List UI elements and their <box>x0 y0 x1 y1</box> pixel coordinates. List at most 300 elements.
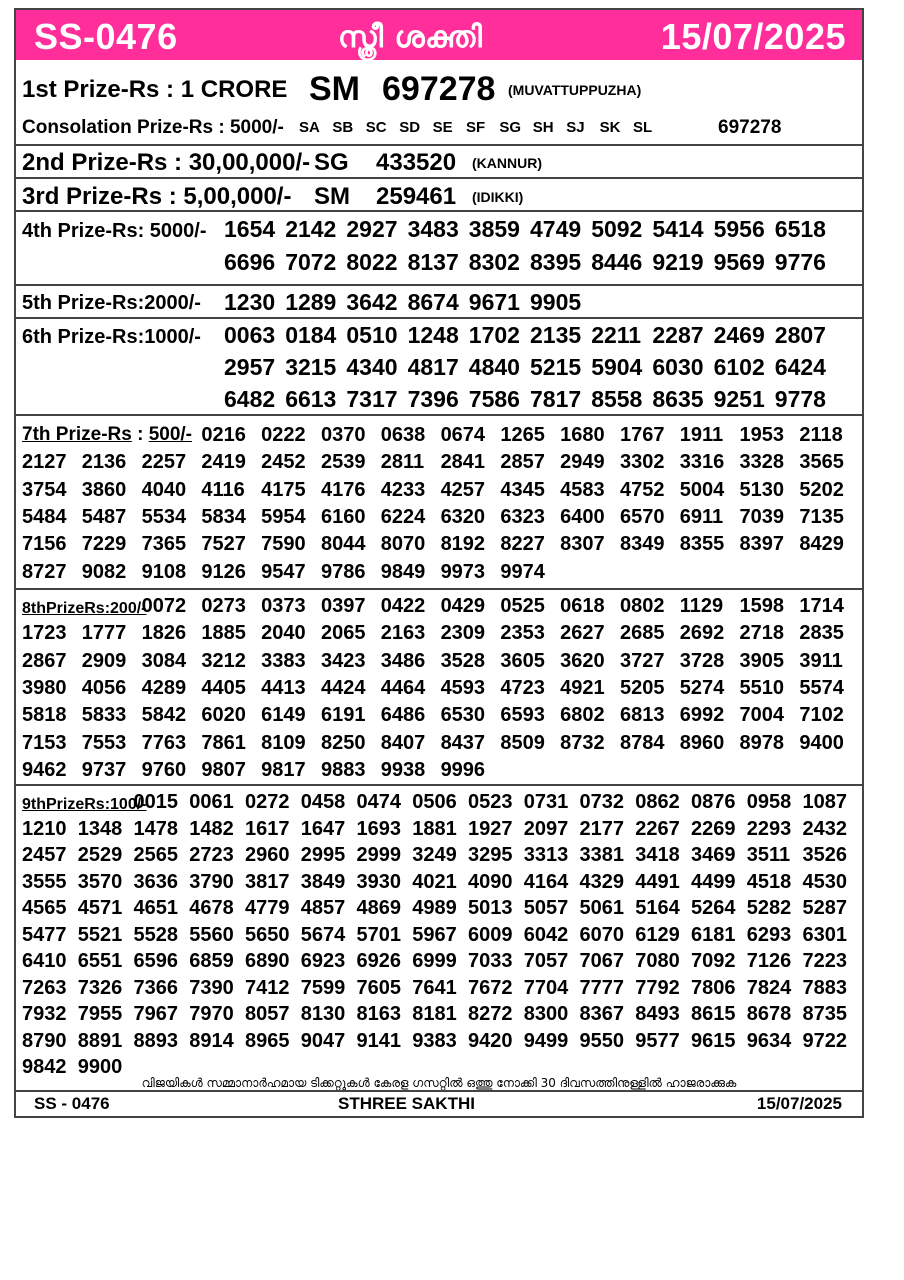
winning-number: 7763 <box>141 731 187 754</box>
winning-number: 5202 <box>799 478 844 501</box>
winning-number: 2995 <box>300 844 346 866</box>
winning-number: 9973 <box>440 560 486 583</box>
sixth-prize-section <box>16 317 862 414</box>
winning-number: 7326 <box>77 976 123 999</box>
winning-number: 1598 <box>739 595 785 617</box>
consolation-series-code: SA <box>299 119 320 136</box>
winning-number: 2718 <box>739 622 785 645</box>
winning-number: 2957 <box>224 354 276 380</box>
consolation-series-code: SG <box>499 119 522 136</box>
winning-number: 9400 <box>799 731 844 754</box>
winning-number: 8272 <box>468 1003 513 1025</box>
winning-number: 6129 <box>635 923 680 946</box>
winning-number: 8163 <box>356 1003 401 1025</box>
eighth-prize-label: 8thPrizeRs:200/- <box>22 600 147 617</box>
winning-number: 8978 <box>739 731 785 754</box>
winning-number: 9786 <box>320 560 366 583</box>
winning-number: 7955 <box>77 1003 123 1025</box>
winning-number: 8300 <box>523 1003 569 1025</box>
winning-number: 5967 <box>412 923 457 946</box>
second-prize-section <box>16 144 862 177</box>
winning-number: 0732 <box>579 791 624 813</box>
winning-number: 7390 <box>189 976 234 999</box>
first-prize-series: SM <box>309 70 360 108</box>
winning-number: 4779 <box>245 897 290 919</box>
winning-number: 5521 <box>77 923 123 946</box>
winning-number: 8302 <box>468 249 520 275</box>
winning-number: 8678 <box>746 1003 792 1025</box>
winning-number: 2452 <box>261 451 306 474</box>
winning-number: 3727 <box>619 649 665 672</box>
winning-number: 7861 <box>201 731 246 754</box>
winning-number: 7156 <box>22 533 67 556</box>
winning-number: 8397 <box>739 533 785 556</box>
winning-number: 4021 <box>412 870 457 893</box>
winning-number: 4424 <box>320 676 366 699</box>
winning-number: 4530 <box>802 870 847 893</box>
winning-number: 2135 <box>530 322 582 348</box>
winning-number: 7412 <box>245 976 290 999</box>
winning-number: 4090 <box>468 870 513 893</box>
winning-number: 8727 <box>22 560 67 583</box>
winning-number: 5560 <box>189 923 234 946</box>
fourth-prize-label: 4th Prize-Rs: 5000/- <box>22 220 207 242</box>
winning-number: 3817 <box>245 870 290 893</box>
winning-number: 1654 <box>224 216 276 242</box>
winning-number: 2432 <box>802 817 847 840</box>
winning-number: 1693 <box>356 817 401 840</box>
winning-number: 7057 <box>523 950 569 972</box>
winning-number: 4464 <box>380 676 426 699</box>
winning-number: 4651 <box>133 897 178 919</box>
winning-number: 9082 <box>81 560 127 583</box>
winning-number: 8130 <box>300 1003 346 1025</box>
winning-number: 6030 <box>652 354 704 380</box>
second-prize-place: (KANNUR) <box>472 155 542 171</box>
consolation-series-code: SF <box>466 119 486 136</box>
winning-number: 5057 <box>523 897 569 919</box>
winning-number: 0876 <box>691 791 736 813</box>
winning-number: 2565 <box>133 844 178 866</box>
winning-number: 5164 <box>635 897 680 919</box>
winning-number: 7553 <box>81 731 127 754</box>
consolation-series-code: SE <box>432 119 453 136</box>
winning-number: 4678 <box>189 897 234 919</box>
winning-number: 8914 <box>189 1029 234 1052</box>
winning-number: 1826 <box>141 622 187 645</box>
winning-number: 2257 <box>141 451 187 474</box>
winning-number: 2692 <box>679 622 725 645</box>
winning-number: 3754 <box>22 478 67 501</box>
winning-number: 6009 <box>468 923 513 946</box>
winning-number: 5510 <box>739 676 785 699</box>
winning-number: 5092 <box>591 216 643 242</box>
winning-number: 1647 <box>300 817 346 840</box>
consolation-series-code: SD <box>399 119 421 136</box>
winning-number: 2960 <box>245 844 290 866</box>
header-bar <box>16 10 862 60</box>
winning-number: 6613 <box>285 386 337 412</box>
winning-number: 2097 <box>523 817 569 840</box>
winning-number: 7004 <box>739 704 785 727</box>
winning-number: 8227 <box>500 533 545 556</box>
winning-number: 9577 <box>635 1029 680 1052</box>
winning-number: 2539 <box>320 451 366 474</box>
winning-number: 3328 <box>739 451 785 474</box>
winning-number: 8367 <box>579 1003 624 1025</box>
consolation-label: Consolation Prize-Rs : 5000/- <box>22 117 284 138</box>
winning-number: 0373 <box>261 595 306 617</box>
fifth-prize-section <box>16 284 862 317</box>
winning-number: 4840 <box>468 354 520 380</box>
winning-number: 8429 <box>799 533 844 556</box>
winning-number: 5013 <box>468 897 513 919</box>
winning-number: 5842 <box>141 704 187 727</box>
winning-number: 6926 <box>356 950 401 972</box>
winning-number: 8493 <box>635 1003 680 1025</box>
winning-number: 6410 <box>22 950 67 972</box>
winning-number: 7806 <box>691 976 736 999</box>
winning-number: 0731 <box>523 791 569 813</box>
winning-number: 5534 <box>141 505 187 528</box>
second-prize-series: SG <box>314 149 349 176</box>
winning-number: 2267 <box>635 817 680 840</box>
winning-number: 3486 <box>380 649 426 672</box>
winning-number: 3483 <box>407 216 459 242</box>
winning-number: 0216 <box>201 424 246 446</box>
winning-number: 3930 <box>356 870 401 893</box>
winning-number: 8057 <box>245 1003 290 1025</box>
winning-number: 5130 <box>739 478 785 501</box>
second-prize-number: 433520 <box>376 149 457 176</box>
winning-number: 2353 <box>500 622 545 645</box>
winning-number: 8250 <box>320 731 366 754</box>
winning-number: 8181 <box>412 1003 457 1025</box>
winning-number: 7366 <box>133 976 178 999</box>
winning-number: 6149 <box>261 704 306 727</box>
winning-number: 2163 <box>380 622 426 645</box>
winning-number: 8960 <box>679 731 725 754</box>
winning-number: 8355 <box>679 533 725 556</box>
winning-number: 0802 <box>619 595 665 617</box>
winning-number: 6859 <box>189 950 234 972</box>
winning-number: 5674 <box>300 923 346 946</box>
winning-number: 9462 <box>22 758 67 781</box>
consolation-series-code: SL <box>633 119 653 136</box>
winning-number: 4329 <box>579 870 624 893</box>
winning-number: 3302 <box>619 451 665 474</box>
winning-number: 9550 <box>579 1029 624 1052</box>
winning-number: 0458 <box>300 791 346 813</box>
result-sheet <box>14 8 864 1118</box>
winning-number: 3849 <box>300 870 346 893</box>
winning-number: 9615 <box>691 1029 736 1052</box>
winning-number: 7932 <box>22 1003 67 1025</box>
winning-number: 1087 <box>802 791 847 813</box>
third-prize-label: 3rd Prize-Rs : 5,00,000/- <box>22 183 292 210</box>
winning-number: 1210 <box>22 817 67 840</box>
winning-number: 3905 <box>739 649 785 672</box>
eighth-prize-section <box>16 588 862 784</box>
winning-number: 8349 <box>619 533 665 556</box>
winning-number: 6890 <box>245 950 290 972</box>
footer-name: STHREE SAKTHI <box>338 1094 475 1113</box>
winning-number: 0429 <box>440 595 486 617</box>
winning-number: 2857 <box>500 451 545 474</box>
winning-number: 3418 <box>635 844 680 866</box>
winning-number: 4921 <box>560 676 605 699</box>
winning-number: 1885 <box>201 622 246 645</box>
winning-number: 1702 <box>468 322 520 348</box>
winning-number: 5956 <box>713 216 765 242</box>
winning-number: 9047 <box>300 1029 346 1052</box>
winning-number: 5484 <box>22 505 67 528</box>
winning-number: 2841 <box>440 451 486 474</box>
winning-number: 8070 <box>380 533 426 556</box>
winning-number: 6070 <box>579 923 624 946</box>
winning-number: 6593 <box>500 704 545 727</box>
ninth-prize-section <box>16 784 862 1094</box>
first-prize-section <box>16 62 862 152</box>
winning-number: 3911 <box>799 649 843 672</box>
winning-number: 2949 <box>560 451 605 474</box>
sixth-prize-label: 6th Prize-Rs:1000/- <box>22 326 201 348</box>
winning-number: 0063 <box>224 322 276 348</box>
winning-number: 0523 <box>468 791 513 813</box>
winning-number: 7072 <box>285 249 337 275</box>
fifth-prize-label: 5th Prize-Rs:2000/- <box>22 292 201 314</box>
winning-number: 6424 <box>774 354 826 380</box>
winning-number: 6992 <box>679 704 725 727</box>
winning-number: 2999 <box>356 844 401 866</box>
winning-number: 1265 <box>500 424 545 446</box>
consolation-series-code: SC <box>365 119 387 136</box>
winning-number: 1478 <box>133 817 178 840</box>
winning-number: 5282 <box>746 897 792 919</box>
winning-number: 6530 <box>440 704 486 727</box>
winning-number: 9807 <box>201 758 246 781</box>
winning-number: 4723 <box>500 676 545 699</box>
footer-date: 15/07/2025 <box>756 1094 842 1113</box>
winning-number: 5414 <box>652 216 704 242</box>
winning-number: 4565 <box>22 897 67 919</box>
winning-number: 6102 <box>713 354 765 380</box>
winning-number: 9737 <box>81 758 127 781</box>
winning-number: 7080 <box>635 950 680 972</box>
winning-number: 7153 <box>22 731 67 754</box>
winning-number: 8395 <box>530 249 582 275</box>
winning-number: 7126 <box>746 950 792 972</box>
winning-number: 2065 <box>320 622 366 645</box>
winning-number: 5061 <box>579 897 624 919</box>
winning-number: 6323 <box>500 505 545 528</box>
first-prize-place: (MUVATTUPPUZHA) <box>508 82 642 98</box>
winning-number: 3383 <box>261 649 306 672</box>
winning-number: 3642 <box>346 289 398 315</box>
winning-number: 5574 <box>799 676 844 699</box>
winning-number: 6696 <box>224 249 276 275</box>
winning-number: 6181 <box>691 923 736 946</box>
winning-number: 3316 <box>679 451 725 474</box>
winning-number: 5833 <box>81 704 127 727</box>
winning-number: 1881 <box>412 817 457 840</box>
winning-number: 9849 <box>380 560 426 583</box>
winning-number: 8022 <box>346 249 398 275</box>
winning-number: 2040 <box>261 622 306 645</box>
winning-number: 5487 <box>81 505 127 528</box>
winning-number: 9760 <box>141 758 187 781</box>
winning-number: 0273 <box>201 595 246 617</box>
winning-number: 9842 <box>22 1056 67 1078</box>
winning-number: 9778 <box>774 386 826 412</box>
winning-number: 6813 <box>619 704 665 727</box>
winning-number: 3790 <box>189 870 234 893</box>
winning-number: 1348 <box>77 817 123 840</box>
winning-number: 5477 <box>22 923 67 946</box>
winning-number: 8893 <box>133 1029 178 1052</box>
winning-number: 5274 <box>679 676 725 699</box>
winning-number: 0862 <box>635 791 680 813</box>
third-prize-section <box>16 177 862 210</box>
winning-number: 3620 <box>560 649 605 672</box>
winning-number: 3570 <box>77 870 123 893</box>
winning-number: 4989 <box>412 897 457 919</box>
lottery-title: സ്ത്രീ ശക്തി <box>338 20 483 55</box>
consolation-series-code: SH <box>532 119 554 136</box>
winning-number: 4056 <box>81 676 127 699</box>
winning-number: 1767 <box>619 424 665 446</box>
winning-number: 7967 <box>133 1003 178 1025</box>
winning-number: 6160 <box>320 505 366 528</box>
winning-number: 8732 <box>560 731 605 754</box>
winning-number: 2309 <box>440 622 486 645</box>
winning-number: 4571 <box>77 897 123 919</box>
winning-number: 7817 <box>530 386 582 412</box>
winning-number: 3528 <box>440 649 486 672</box>
winning-number: 8192 <box>440 533 486 556</box>
winning-number: 6042 <box>523 923 569 946</box>
winning-number: 4491 <box>635 870 680 893</box>
winning-number: 0272 <box>245 791 290 813</box>
winning-number: 9996 <box>440 758 486 781</box>
winning-number: 6551 <box>77 950 123 972</box>
winning-number: 9938 <box>380 758 426 781</box>
winning-number: 2127 <box>22 451 67 474</box>
winning-number: 2723 <box>189 844 234 866</box>
winning-number: 2118 <box>799 424 843 446</box>
winning-number: 2469 <box>713 322 765 348</box>
winning-number: 1289 <box>285 289 337 315</box>
claim-notice: വിജയികൾ സമ്മാനാർഹമായ ടിക്കറ്റുകൾ കേരള ഗസറ്റിൽ ഒത്തു നോക്കി 30 ദിവസത്തിനുള്ളിൽ ഹാജരാക്കുക <box>141 1076 737 1090</box>
winning-number: 0397 <box>320 595 366 617</box>
winning-number: 2457 <box>22 844 67 866</box>
winning-number: 2136 <box>81 451 127 474</box>
winning-number: 0015 <box>133 791 178 813</box>
winning-number: 4749 <box>530 216 582 242</box>
winning-number: 9499 <box>523 1029 569 1052</box>
winning-number: 0525 <box>500 595 545 617</box>
winning-number: 7317 <box>346 386 398 412</box>
winning-number: 3526 <box>802 844 847 866</box>
winning-number: 2177 <box>579 817 624 840</box>
winning-number: 7263 <box>22 976 67 999</box>
winning-number: 9900 <box>77 1056 123 1078</box>
winning-number: 2909 <box>81 649 127 672</box>
winning-number: 5818 <box>22 704 67 727</box>
winning-number: 9671 <box>468 289 520 315</box>
winning-number: 4233 <box>380 478 426 501</box>
winning-number: 7135 <box>799 505 844 528</box>
winning-number: 1927 <box>468 817 513 840</box>
winning-number: 4583 <box>560 478 605 501</box>
winning-number: 0184 <box>285 322 337 348</box>
winning-number: 3084 <box>141 649 187 672</box>
winning-number: 6320 <box>440 505 486 528</box>
fourth-prize-section <box>16 210 862 284</box>
winning-number: 9817 <box>261 758 306 781</box>
winning-number: 7033 <box>468 950 513 972</box>
winning-number: 8437 <box>440 731 486 754</box>
winning-number: 7223 <box>802 950 847 972</box>
winning-number: 6999 <box>412 950 457 972</box>
winning-number: 3728 <box>679 649 725 672</box>
winning-number: 3511 <box>746 844 791 866</box>
winning-number: 4289 <box>141 676 187 699</box>
winning-number: 9126 <box>201 560 246 583</box>
winning-number: 2927 <box>346 216 398 242</box>
seventh-prize-label: 7th Prize-Rs : 500/- <box>22 424 193 445</box>
winning-number: 4752 <box>619 478 665 501</box>
winning-number: 0674 <box>440 424 486 446</box>
winning-number: 7092 <box>691 950 736 972</box>
winning-number: 1230 <box>224 289 276 315</box>
winning-number: 1714 <box>799 595 844 617</box>
winning-number: 2807 <box>774 322 826 348</box>
winning-number: 8044 <box>320 533 366 556</box>
winning-number: 6224 <box>380 505 426 528</box>
winning-number: 7590 <box>261 533 306 556</box>
winning-number: 6191 <box>320 704 366 727</box>
winning-number: 8891 <box>77 1029 123 1052</box>
winning-number: 7599 <box>300 976 346 999</box>
winning-number: 0474 <box>356 791 401 813</box>
winning-number: 3469 <box>691 844 736 866</box>
winning-number: 3215 <box>285 354 337 380</box>
draw-date: 15/07/2025 <box>660 16 846 57</box>
winning-number: 9383 <box>412 1029 457 1052</box>
winning-number: 5004 <box>679 478 725 501</box>
winning-number: 6293 <box>746 923 792 946</box>
winning-number: 8784 <box>619 731 665 754</box>
winning-number: 7527 <box>201 533 246 556</box>
winning-number: 2627 <box>560 622 605 645</box>
winning-number: 9547 <box>261 560 306 583</box>
winning-number: 4164 <box>523 870 569 893</box>
winning-number: 2142 <box>285 216 337 242</box>
winning-number: 1777 <box>81 622 127 645</box>
winning-number: 2685 <box>619 622 665 645</box>
winning-number: 9883 <box>320 758 366 781</box>
winning-number: 3295 <box>468 844 513 866</box>
winning-number: 6020 <box>201 704 246 727</box>
winning-number: 7672 <box>468 976 513 999</box>
consolation-series-code: SB <box>332 119 354 136</box>
winning-number: 8635 <box>652 386 704 412</box>
winning-number: 4593 <box>440 676 486 699</box>
winning-number: 9141 <box>356 1029 401 1052</box>
winning-number: 2867 <box>22 649 67 672</box>
winning-number: 3249 <box>412 844 457 866</box>
